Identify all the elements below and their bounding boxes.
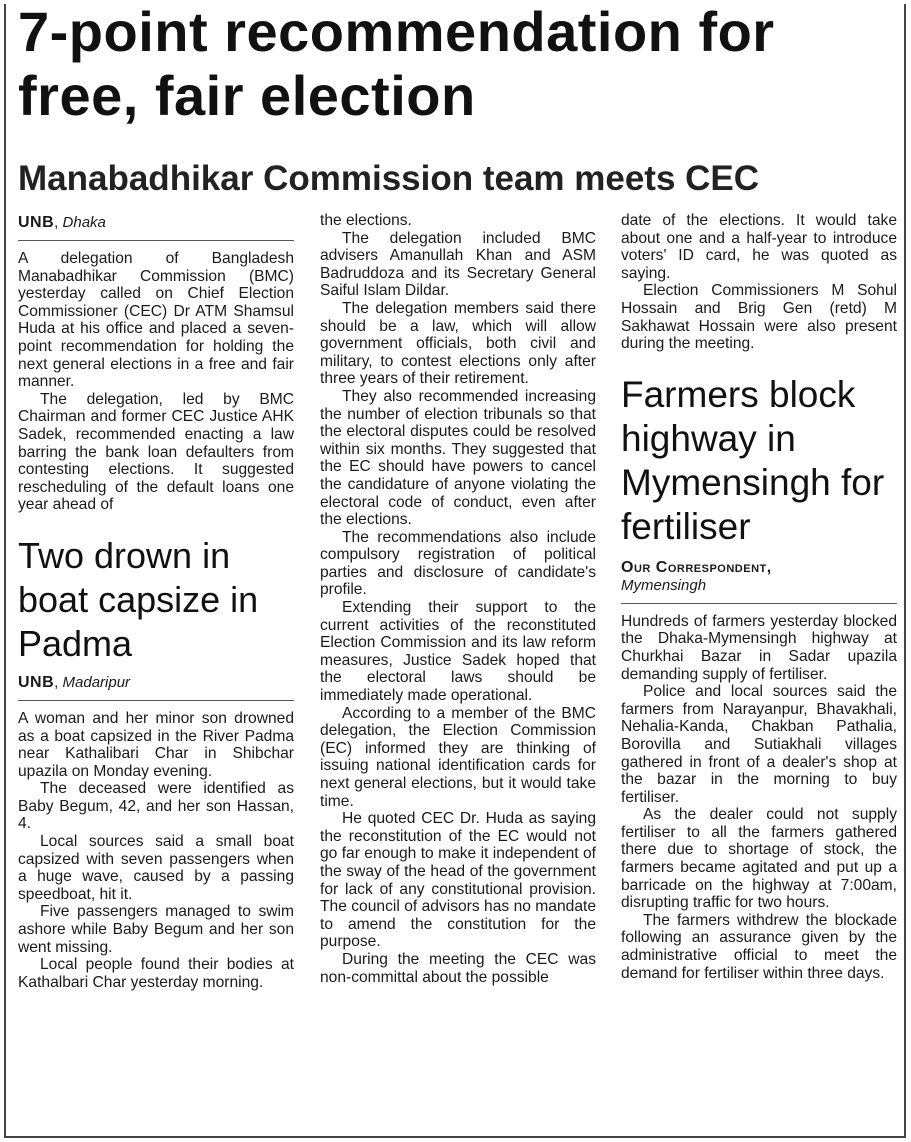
story3-place: Mymensingh [621,576,707,594]
story1-continued-paragraph: He quoted CEC Dr. Huda as saying the reconstitution of the EC would not go far enough to make it independent of the sway of the head of the government for lack of any constitutional provision. The council of advisors has no mandate to amend the constitution for the purpose. [320,810,596,951]
story1-source: UNB [18,214,55,231]
story2-source: UNB [18,673,55,691]
story2-paragraph: Local sources said a small boat capsized with seven passengers when a huge wave, caused by a passing speedboat, hit it. [18,833,294,903]
story1-continued-paragraph: During the meeting the CEC was non-committal about the possible [320,950,596,986]
story1-dateline: UNB, Dhaka [18,214,294,241]
story3-source: Our Correspondent, [621,558,772,576]
main-headline [18,0,898,128]
story3-paragraph: The farmers withdrew the blockade following an assurance given by the administrative official to meet the demand for fertiliser within three days. [621,911,897,982]
main-headline-line-2: free, fair election [18,64,476,127]
story2-paragraph: Local people found their bodies at Kathalbari Char yesterday morning. [18,956,294,991]
story1-continued-paragraph: According to a member of the BMC delegation, the Election Commission (EC) informed they are thinking of issuing national identification cards for next general elections, but it would take time. [320,704,596,810]
story3-paragraph: Hundreds of farmers yesterday blocked the Dhaka-Mymensingh highway at Churkhai Bazar in Sadar upazila demanding supply of fertiliser. [621,612,897,683]
story1-paragraph: A delegation of Bangladesh Manabadhikar Commission (BMC) yesterday called on Chief Election Commissioner (CEC) Dr ATM Shamsul Huda at his office and placed a seven-point recommendation for holding the next general elections in a free and fair manner. [18,250,294,391]
story2-paragraph: Five passengers managed to swim ashore while Baby Begum and her son went missing. [18,903,294,956]
story1-paragraph: The delegation, led by BMC Chairman and former CEC Justice AHK Sadek, recommended enacting a law barring the bank loan defaulters from contesting elections. It suggested rescheduling of the default loans one year ahead of [18,390,294,514]
story1-continued-paragraph: The recommendations also include compulsory registration of political parties and disclosure of candidate's profile. [320,528,596,599]
bottom-rule [4,1136,906,1138]
story3-headline: Farmers block highway in Mymensingh for fertiliser [621,373,885,547]
story1-continued-paragraph: The delegation included BMC advisers Amanullah Khan and ASM Badruddoza and its Secretary General Saiful Islam Dildar. [320,229,596,300]
story3-dateline [621,559,897,604]
main-headline-line-1: 7-point recommendation for [18,0,775,63]
story1-continued-paragraph: the elections. [320,212,412,229]
story1-continued-paragraph: Election Commissioners M Sohul Hossain and Brig Gen (retd) M Sakhawat Hossain were also present during the meeting. [621,282,897,353]
column-3 [621,212,897,982]
story3-paragraph: As the dealer could not supply fertiliser to all the farmers gathered there due to shortage of stock, the farmers became agitated and put up a barricade on the highway at 7:00am, disrupting traffic for two hours. [621,806,897,912]
story2-dateline: UNB, Madaripur [18,674,294,701]
column-2 [320,212,596,986]
story1-continued-paragraph: Extending their support to the current activities of the reconstituted Election Commission and its law reform measures, Justice Sadek hoped that the electoral laws should be immediately made operational. [320,599,596,705]
story2-paragraph: A woman and her minor son drowned as a boat capsized in the River Padma near Kathalibari Char in Shibchar upazila on Monday evening. [18,709,294,780]
story2-place: Madaripur [62,673,131,691]
story1-continued-paragraph: The delegation members said there should be a law, which will allow government officials, both civil and military, to contest elections only after three years of their retirement. [320,299,596,388]
story3-paragraph: Police and local sources said the farmers from Narayanpur, Bhavakhali, Nehalia-Kanda, Chakban Pathalia, Borovilla and Sutiakhali villages gathered in front of a dealer's shop at the bazar in the morning to buy fertiliser. [621,683,897,806]
column-1 [18,214,294,991]
story1-place: Dhaka [62,214,106,231]
story1-continued-paragraph: They also recommended increasing the number of election tribunals so that the electoral disputes could be resolved within six months. They suggested that the EC should have powers to cancel the candidature of anyone violating the electoral code of conduct, even after the elections. [320,387,596,529]
story2-paragraph: The deceased were identified as Baby Begum, 42, and her son Hassan, 4. [18,780,294,833]
story2-headline: Two drown in boat capsize in Padma [18,534,259,664]
story1-continued-paragraph: date of the elections. It would take about one and a half-year to introduce voters' ID card, he was quoted as saying. [621,212,897,282]
sub-headline: Manabadhikar Commission team meets CEC [18,159,760,198]
